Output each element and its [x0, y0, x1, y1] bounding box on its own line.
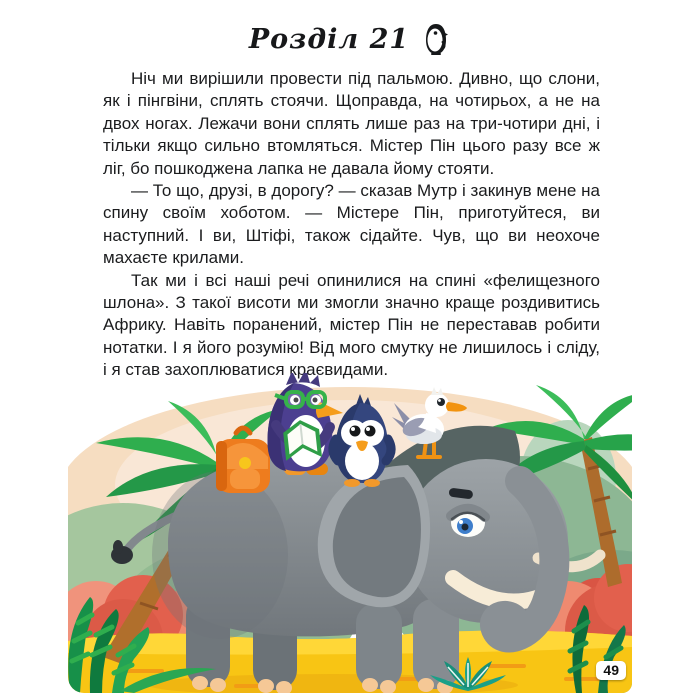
- penguin-icon: [421, 22, 451, 56]
- paragraph-3: Так ми і всі наші речі опинилися на спині «фелищезного шлона». З такої висоти ми змогли значно краще роздивитись Африку. Навіть поранений, містер Пін не переставав робити нотатки. І я його розумію! Від мого смутку не лишилось і сліду, і я став захоплюватися краєвидами.: [103, 270, 600, 380]
- illustration: [68, 373, 632, 693]
- story-text: [103, 68, 600, 382]
- paragraph-1: Ніч ми вирішили провести під пальмою. Дивно, що слони, як і пінгвіни, сплять стоячи. Щоправда, на чотирьох, а не на двох ногах. Лежачи вони сплять лише раз на три-чотири дні, і тільки якщо сильно втомляться. Містер Пін цього разу все ж ліг, бо пошкоджена лапка не давала йому стояти.: [103, 69, 600, 178]
- page-number-badge: 49: [596, 661, 626, 680]
- chapter-title: Розділ 21: [248, 23, 410, 55]
- paragraph-2: — То що, друзі, в дорогу? — сказав Мутр і закинув мене на спину своїм хоботом. — Містере Пін, приготуйтеся, ви наступний. І ви, Штіфі, також сідайте. Чув, що ви неохоче махаєте крилами.: [103, 181, 600, 268]
- chapter-header: [0, 22, 700, 56]
- illustration-scene: [68, 373, 632, 693]
